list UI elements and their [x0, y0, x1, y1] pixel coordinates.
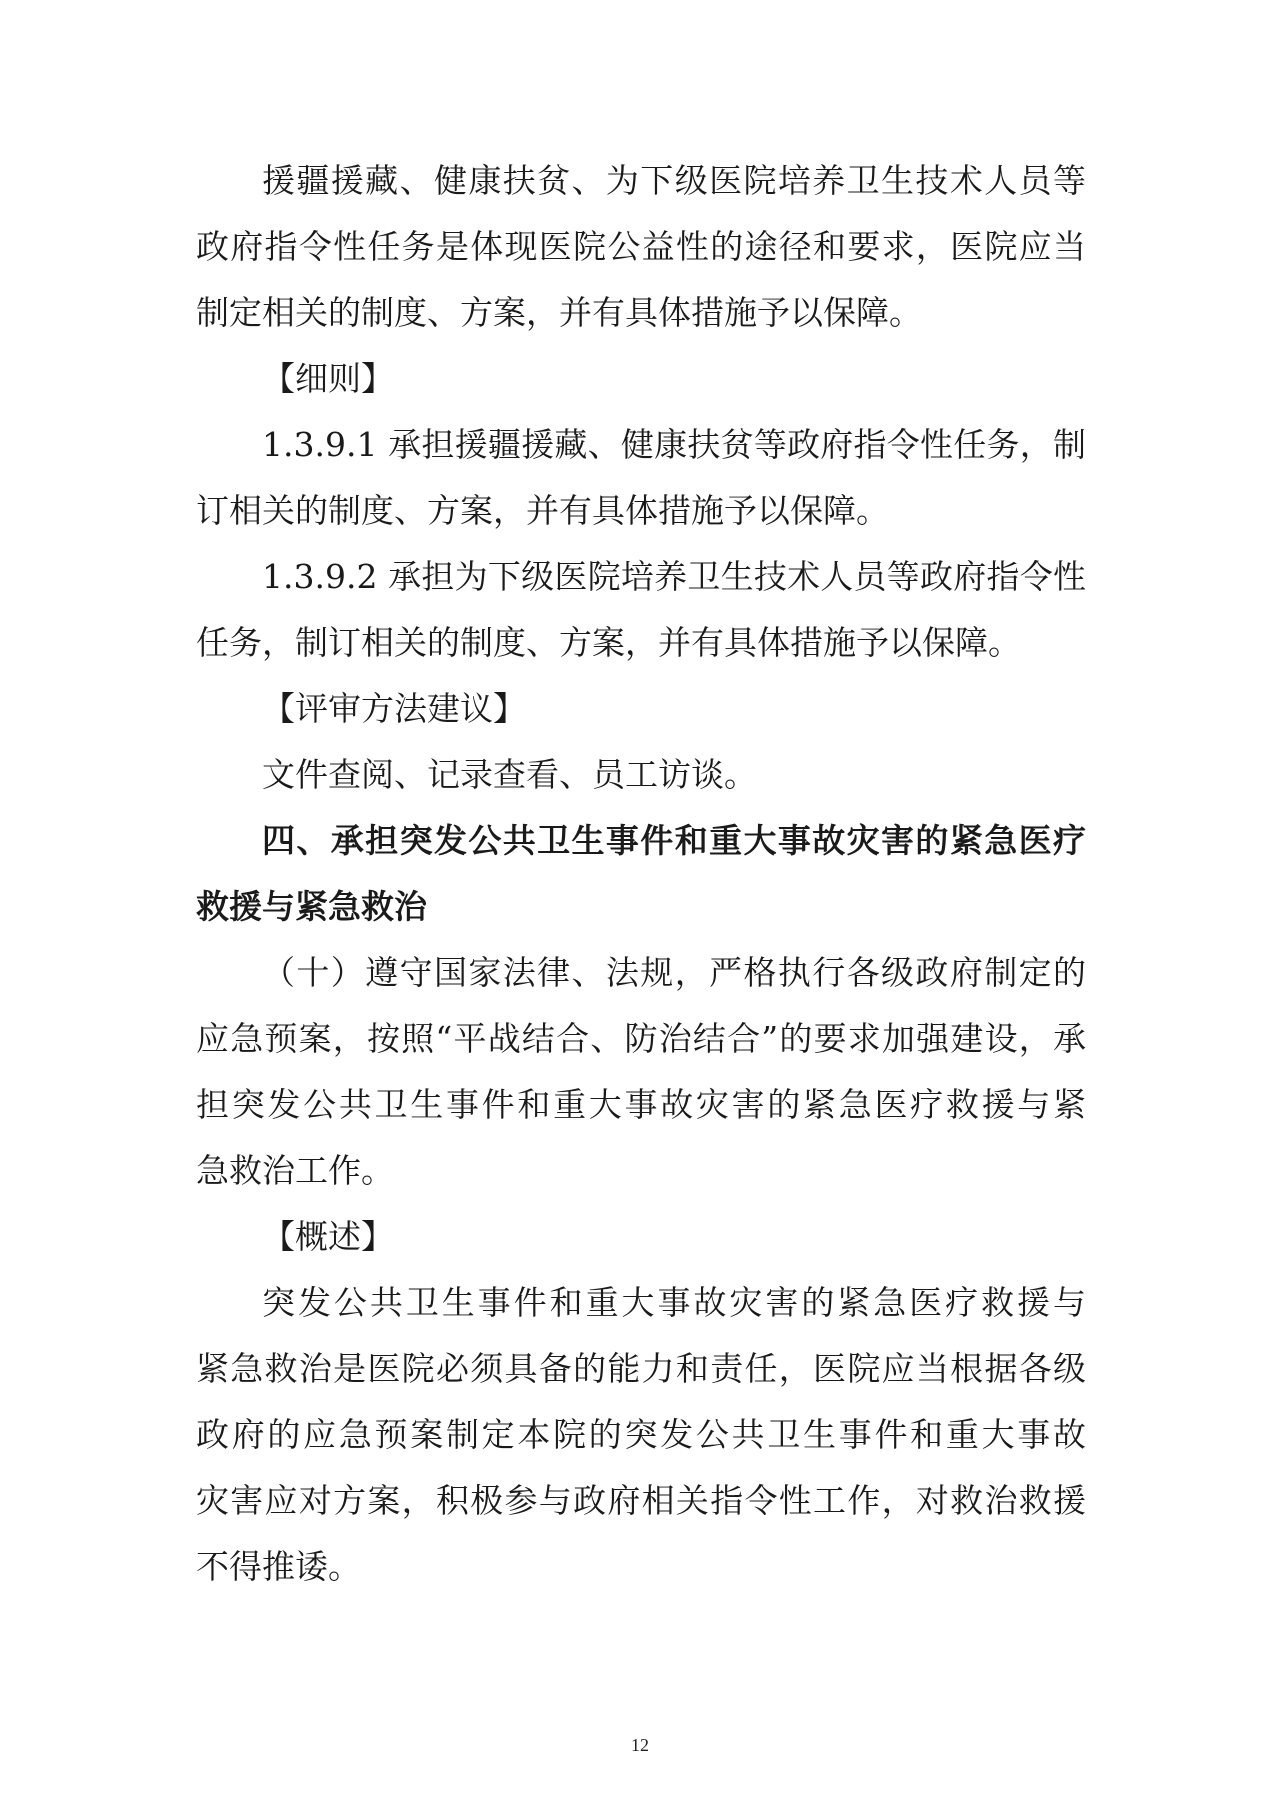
- paragraph-line: 不得推诿。: [196, 1547, 361, 1586]
- paragraph-line: 政府指令性任务是体现医院公益性的途径和要求，医院应当: [196, 227, 1086, 266]
- section-heading-line: 救援与紧急救治: [196, 887, 427, 926]
- paragraph-line: 紧急救治是医院必须具备的能力和责任，医院应当根据各级: [196, 1349, 1086, 1388]
- paragraph-line: 应急预案，按照“平战结合、防治结合”的要求加强建设，承: [196, 1019, 1086, 1058]
- paragraph-line: 1.3.9.1 承担援疆援藏、健康扶贫等政府指令性任务，制: [262, 425, 1086, 464]
- document-body: [196, 148, 1086, 1600]
- paragraph-line: 订相关的制度、方案，并有具体措施予以保障。: [196, 491, 889, 530]
- paragraph-line: 急救治工作。: [196, 1151, 394, 1190]
- paragraph-line: 任务，制订相关的制度、方案，并有具体措施予以保障。: [196, 623, 1021, 662]
- paragraph-line: 担突发公共卫生事件和重大事故灾害的紧急医疗救援与紧: [196, 1085, 1086, 1124]
- paragraph-line: 制定相关的制度、方案，并有具体措施予以保障。: [196, 293, 922, 332]
- section-heading-line: 四、承担突发公共卫生事件和重大事故灾害的紧急医疗: [262, 821, 1086, 860]
- paragraph-line: （十）遵守国家法律、法规，严格执行各级政府制定的: [262, 953, 1086, 992]
- paragraph-line: 文件查阅、记录查看、员工访谈。: [262, 755, 757, 794]
- paragraph-line: 1.3.9.2 承担为下级医院培养卫生技术人员等政府指令性: [262, 557, 1086, 596]
- paragraph-line: 【概述】: [262, 1217, 394, 1256]
- paragraph-line: 援疆援藏、健康扶贫、为下级医院培养卫生技术人员等: [262, 161, 1086, 200]
- paragraph-line: 【评审方法建议】: [262, 689, 526, 728]
- paragraph-line: 政府的应急预案制定本院的突发公共卫生事件和重大事故: [196, 1415, 1086, 1454]
- paragraph-line: 灾害应对方案，积极参与政府相关指令性工作，对救治救援: [196, 1481, 1086, 1520]
- paragraph-line: 【细则】: [262, 359, 394, 398]
- paragraph-line: 突发公共卫生事件和重大事故灾害的紧急医疗救援与: [262, 1283, 1086, 1322]
- page-number: 12: [631, 1735, 649, 1755]
